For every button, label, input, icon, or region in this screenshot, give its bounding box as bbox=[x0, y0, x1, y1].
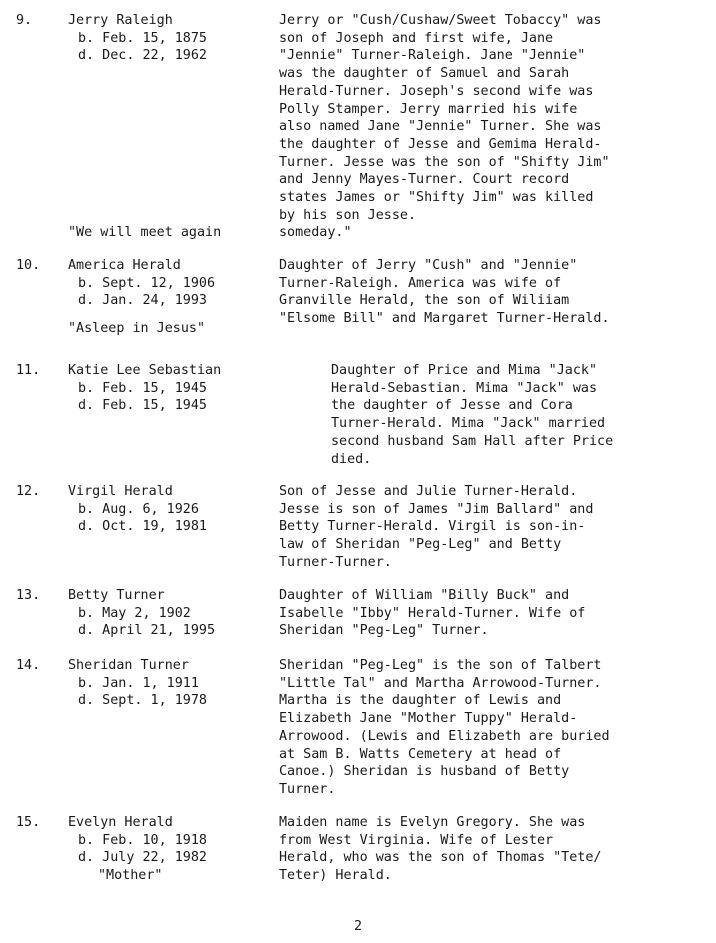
text-line: Sheridan "Peg-Leg" Turner. bbox=[279, 623, 489, 639]
death-date: d. Oct. 19, 1981 bbox=[78, 519, 207, 535]
text-line: Teter) Herald. bbox=[279, 868, 392, 884]
text-line: and Jenny Mayes-Turner. Court record bbox=[279, 172, 570, 188]
text-line: died. bbox=[331, 451, 372, 467]
epitaph: "Asleep in Jesus" bbox=[68, 321, 206, 337]
entry-number: 14. bbox=[16, 658, 41, 673]
entry-number: 15. bbox=[16, 815, 41, 830]
entry-number: 13. bbox=[16, 588, 41, 603]
entry-person bbox=[68, 483, 278, 536]
text-line: Polly Stamper. Jerry married his wife bbox=[279, 101, 578, 117]
text-line: states James or "Shifty Jim" was killed bbox=[279, 190, 594, 206]
birth-date: b. Jan. 1, 1911 bbox=[78, 675, 199, 691]
page-number: 2 bbox=[353, 919, 363, 934]
text-line: someday." bbox=[279, 225, 352, 241]
entry-text bbox=[279, 12, 695, 242]
birth-date: b. May 2, 1902 bbox=[78, 605, 191, 621]
entry-person bbox=[68, 362, 278, 415]
epitaph: "We will meet again bbox=[68, 225, 222, 240]
entry-person bbox=[68, 657, 278, 710]
text-line: Maiden name is Evelyn Gregory. She was bbox=[279, 815, 586, 830]
person-name: Sheridan Turner bbox=[68, 658, 189, 673]
text-line: Herald-Sebastian. Mima "Jack" was bbox=[331, 380, 598, 396]
text-line: "Elsome Bill" and Margaret Turner-Herald. bbox=[279, 311, 610, 327]
birth-date: b. Feb. 15, 1875 bbox=[78, 30, 207, 46]
text-line: was the daughter of Samuel and Sarah bbox=[279, 66, 570, 82]
text-line: Turner-Raleigh. America was wife of bbox=[279, 275, 562, 291]
text-line: by his son Jesse. bbox=[279, 207, 417, 223]
text-line: Canoe.) Sheridan is husband of Betty bbox=[279, 764, 570, 780]
death-date: d. Jan. 24, 1993 bbox=[78, 293, 207, 309]
text-line: at Sam B. Watts Cemetery at head of bbox=[279, 746, 562, 762]
text-line: "Little Tal" and Martha Arrowood-Turner. bbox=[279, 675, 602, 691]
entry-text bbox=[279, 257, 695, 328]
text-line: Arrowood. (Lewis and Elizabeth are buried bbox=[279, 728, 610, 744]
entry-text bbox=[279, 587, 695, 640]
text-line: Son of Jesse and Julie Turner-Herald. bbox=[279, 484, 578, 499]
text-line: Sheridan "Peg-Leg" is the son of Talbert bbox=[279, 658, 602, 673]
death-date: d. Feb. 15, 1945 bbox=[78, 398, 207, 414]
person-name: Virgil Herald bbox=[68, 484, 173, 499]
entry-person bbox=[68, 587, 278, 640]
text-line: Herald, who was the son of Thomas "Tete/ bbox=[279, 850, 602, 866]
person-name: Evelyn Herald bbox=[68, 815, 173, 830]
birth-date: b. Aug. 6, 1926 bbox=[78, 501, 199, 517]
entry-number: 11. bbox=[16, 363, 41, 378]
entry-person bbox=[68, 814, 278, 885]
text-line: Martha is the daughter of Lewis and bbox=[279, 693, 562, 709]
entry-number: 9. bbox=[16, 13, 33, 28]
death-date: d. April 21, 1995 bbox=[78, 623, 216, 639]
text-line: Jesse is son of James "Jim Ballard" and bbox=[279, 501, 594, 517]
person-name: Katie Lee Sebastian bbox=[68, 363, 222, 378]
birth-date: b. Sept. 12, 1906 bbox=[78, 275, 216, 291]
death-date: d. Sept. 1, 1978 bbox=[78, 693, 207, 709]
death-date: d. Dec. 22, 1962 bbox=[78, 48, 207, 64]
text-line: law of Sheridan "Peg-Leg" and Betty bbox=[279, 537, 562, 553]
text-line: also named Jane "Jennie" Turner. She was bbox=[279, 119, 602, 135]
entry-text bbox=[279, 483, 695, 572]
text-line: Turner. Jesse was the son of "Shifty Jim" bbox=[279, 154, 610, 170]
text-line: "Jennie" Turner-Raleigh. Jane "Jennie" bbox=[279, 48, 586, 64]
text-line: Betty Turner-Herald. Virgil is son-in- bbox=[279, 519, 586, 535]
text-line: the daughter of Jesse and Gemima Herald- bbox=[279, 136, 602, 152]
entry-text bbox=[279, 657, 695, 799]
text-line: Herald-Turner. Joseph's second wife was bbox=[279, 83, 594, 99]
birth-date: b. Feb. 10, 1918 bbox=[78, 832, 207, 848]
text-line: from West Virginia. Wife of Lester bbox=[279, 832, 554, 848]
person-name: Jerry Raleigh bbox=[68, 13, 173, 28]
text-line: Granville Herald, the son of Wiliiam bbox=[279, 293, 570, 309]
text-line: Daughter of Price and Mima "Jack" bbox=[331, 363, 598, 378]
entry-text bbox=[279, 814, 695, 885]
text-line: second husband Sam Hall after Price bbox=[331, 433, 614, 449]
text-line: Daughter of William "Billy Buck" and bbox=[279, 588, 570, 603]
text-line: the daughter of Jesse and Cora bbox=[331, 398, 573, 414]
text-line: Turner-Herald. Mima "Jack" married bbox=[331, 416, 606, 432]
death-date: d. July 22, 1982 bbox=[78, 850, 207, 866]
text-line: Daughter of Jerry "Cush" and "Jennie" bbox=[279, 258, 578, 273]
text-line: Jerry or "Cush/Cushaw/Sweet Tobaccy" was bbox=[279, 13, 602, 28]
entry-person bbox=[68, 12, 278, 65]
text-line: Isabelle "Ibby" Herald-Turner. Wife of bbox=[279, 605, 586, 621]
entry-number: 10. bbox=[16, 258, 41, 273]
entry-person bbox=[68, 257, 278, 338]
birth-date: b. Feb. 15, 1945 bbox=[78, 380, 207, 396]
text-line: Turner. bbox=[279, 781, 336, 797]
entry-number: 12. bbox=[16, 484, 41, 499]
person-name: Betty Turner bbox=[68, 588, 165, 603]
entry-text bbox=[331, 362, 697, 468]
text-line: Turner-Turner. bbox=[279, 554, 392, 570]
text-line: Elizabeth Jane "Mother Tuppy" Herald- bbox=[279, 711, 578, 727]
person-name: America Herald bbox=[68, 258, 181, 273]
epitaph: "Mother" bbox=[98, 868, 163, 884]
text-line: son of Joseph and first wife, Jane bbox=[279, 30, 554, 46]
